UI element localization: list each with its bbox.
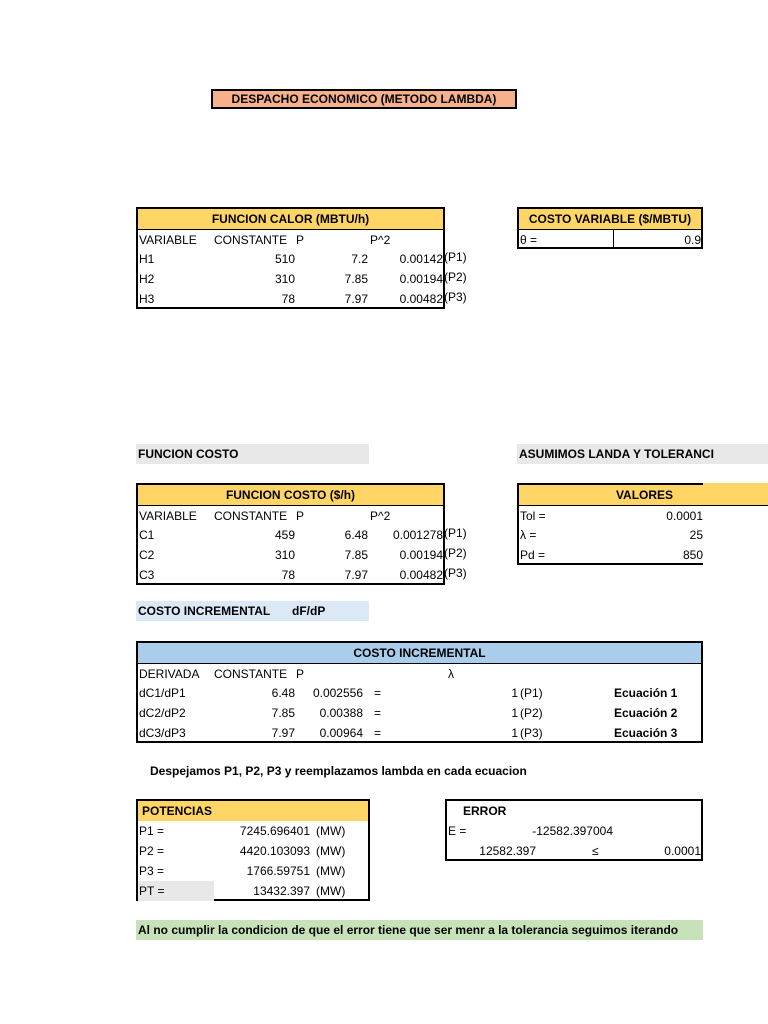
tag-p2: (P2) <box>444 270 467 284</box>
error-header: ERROR <box>463 804 507 818</box>
table-row-h2-var: H2 <box>139 272 155 286</box>
table-row-dc3-tag: (P3) <box>520 726 543 740</box>
table-row-c3-var: C3 <box>139 568 155 582</box>
error-table <box>445 799 703 861</box>
tag-p3: (P3) <box>444 290 467 304</box>
funcion-calor-header: FUNCION CALOR (MBTU/h) <box>138 209 443 230</box>
table-row-c1-p2: 0.001278 <box>392 528 443 542</box>
error-cmp: ≤ <box>592 844 599 858</box>
table-row-c3-p: 7.97 <box>344 568 368 582</box>
funcion-costo-table <box>136 483 445 585</box>
table-row-dc1-ecu: Ecuación 1 <box>614 686 678 700</box>
table-row-dc3-p: 0.00964 <box>319 726 363 740</box>
table-row-dc3-ecu: Ecuación 3 <box>614 726 678 740</box>
table-row-c3-const: 78 <box>281 568 295 582</box>
funcion-calor-table <box>136 207 445 309</box>
col-p: P <box>296 667 305 681</box>
pd-label: Pd = <box>520 548 546 562</box>
table-row-h3-var: H3 <box>139 292 155 306</box>
table-row-h1-p: 7.2 <box>351 252 368 266</box>
col-variable: VARIABLE <box>139 233 197 247</box>
table-row-h3-p2: 0.00482 <box>399 292 443 306</box>
pt-value: 13432.397 <box>253 884 310 898</box>
p2-unit: (MW) <box>316 844 346 858</box>
table-row-dc1-lam: 1 <box>511 686 518 700</box>
col-lambda: λ <box>448 667 454 681</box>
tag-p1: (P1) <box>444 250 467 264</box>
costo-incremental-label <box>136 601 369 621</box>
error-abs: 12582.397 <box>479 844 536 858</box>
error-value: -12582.397004 <box>532 824 613 838</box>
col-variable: VARIABLE <box>139 509 197 523</box>
p3-unit: (MW) <box>316 864 346 878</box>
lambda-value: 25 <box>689 528 703 542</box>
col-p: P <box>296 233 305 247</box>
pt-unit: (MW) <box>316 884 346 898</box>
table-row-c2-p: 7.85 <box>344 548 368 562</box>
potencias-table <box>136 799 370 901</box>
costo-incremental-header: COSTO INCREMENTAL <box>138 643 701 664</box>
valores-table <box>517 483 703 565</box>
p1-label: P1 = <box>139 824 165 838</box>
theta-value: 0.9 <box>684 233 701 247</box>
table-row-dc3-eq: = <box>374 726 382 740</box>
costo-variable-table <box>517 207 703 249</box>
lambda-label: λ = <box>520 528 537 542</box>
p1-unit: (MW) <box>316 824 346 838</box>
table-row-dc1-c: 6.48 <box>271 686 295 700</box>
table-row-dc2-ecu: Ecuación 2 <box>614 706 678 720</box>
table-row-h2-p: 7.85 <box>344 272 368 286</box>
valores-header: VALORES <box>519 485 768 506</box>
col-p2: P^2 <box>370 509 391 523</box>
table-row-c1-p: 6.48 <box>344 528 368 542</box>
table-row-dc2-p: 0.00388 <box>319 706 363 720</box>
dfdp-text: dF/dP <box>292 604 326 618</box>
col-p: P <box>296 509 305 523</box>
table-row-h1-var: H1 <box>139 252 155 266</box>
table-row-h2-p2: 0.00194 <box>399 272 443 286</box>
table-row-dc2-eq: = <box>374 706 382 720</box>
tag-p1: (P1) <box>444 526 467 540</box>
table-row-dc2-d: dC2/dP2 <box>139 706 186 720</box>
asumimos-label: ASUMIMOS LANDA Y TOLERANCI <box>517 444 768 464</box>
table-row-h1-p2: 0.00142 <box>399 252 443 266</box>
page-title: DESPACHO ECONOMICO (METODO LAMBDA) <box>211 89 517 109</box>
funcion-costo-header: FUNCION COSTO ($/h) <box>138 485 443 506</box>
table-row-h1-const: 510 <box>274 252 295 266</box>
p3-label: P3 = <box>139 864 165 878</box>
pt-label: PT = <box>139 884 165 898</box>
table-row-dc1-eq: = <box>374 686 382 700</box>
pd-value: 850 <box>682 548 703 562</box>
conclusion-text: Al no cumplir la condicion de que el error tiene que ser menr a la tolerancia seguimos iterando <box>136 920 703 940</box>
theta-label: θ = <box>520 233 538 247</box>
table-row-dc1-d: dC1/dP1 <box>139 686 186 700</box>
p2-value: 4420.103093 <box>239 844 310 858</box>
p3-value: 1766.59751 <box>246 864 310 878</box>
costo-incremental-table <box>136 641 703 743</box>
table-row-dc2-tag: (P2) <box>520 706 543 720</box>
potencias-header: POTENCIAS <box>138 801 368 821</box>
table-row-c2-var: C2 <box>139 548 155 562</box>
table-row-h3-p: 7.97 <box>344 292 368 306</box>
table-row-c2-p2: 0.00194 <box>399 548 443 562</box>
col-constante: CONSTANTE <box>214 667 288 681</box>
p2-label: P2 = <box>139 844 165 858</box>
tol-label: Tol = <box>520 509 546 523</box>
tol-value: 0.0001 <box>666 509 703 523</box>
table-row-dc3-d: dC3/dP3 <box>139 726 186 740</box>
table-row-c1-var: C1 <box>139 528 155 542</box>
p1-value: 7245.696401 <box>239 824 310 838</box>
table-row-dc3-lam: 1 <box>511 726 518 740</box>
error-label: E = <box>448 824 467 838</box>
funcion-costo-label: FUNCION COSTO <box>136 444 369 464</box>
table-row-dc2-c: 7.85 <box>271 706 295 720</box>
costo-incremental-text: COSTO INCREMENTAL <box>138 604 271 618</box>
col-constante: CONSTANTE <box>214 233 288 247</box>
table-row-dc1-p: 0.002556 <box>312 686 363 700</box>
error-tol: 0.0001 <box>664 844 701 858</box>
table-row-dc3-c: 7.97 <box>271 726 295 740</box>
table-row-c3-p2: 0.00482 <box>399 568 443 582</box>
table-row-c2-const: 310 <box>274 548 295 562</box>
table-row-h3-const: 78 <box>281 292 295 306</box>
table-row-h2-const: 310 <box>274 272 295 286</box>
col-derivada: DERIVADA <box>139 667 200 681</box>
tag-p2: (P2) <box>444 546 467 560</box>
table-row-dc2-lam: 1 <box>511 706 518 720</box>
col-p2: P^2 <box>370 233 391 247</box>
tag-p3: (P3) <box>444 566 467 580</box>
table-row-dc1-tag: (P1) <box>520 686 543 700</box>
col-constante: CONSTANTE <box>214 509 288 523</box>
costo-variable-header: COSTO VARIABLE ($/MBTU) <box>519 209 701 230</box>
table-row-c1-const: 459 <box>274 528 295 542</box>
costo-variable-divider <box>613 229 614 249</box>
despejamos-text: Despejamos P1, P2, P3 y reemplazamos lambda en cada ecuacion <box>150 764 527 778</box>
